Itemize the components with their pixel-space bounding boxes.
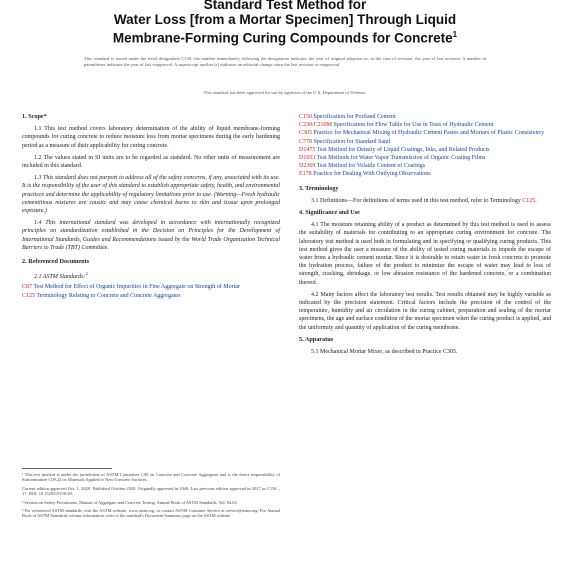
reference-code[interactable]: C87 (22, 284, 33, 291)
footnote-1: ¹ This test method is under the jurisdiction of ASTM Committee C09 on Concrete and Concrete Aggregates and is the direct responsibility of Subcommittee C09.22 on Materials Applied to New Concrete Surfaces. (22, 472, 280, 483)
footnotes (22, 472, 280, 522)
reference-code[interactable]: E178 (299, 171, 312, 178)
reference-code[interactable]: D1475 (299, 146, 316, 153)
title-line-3-text: Membrane-Forming Curing Compounds for Concrete (112, 30, 453, 46)
section-scope-heading: 1. Scope* (22, 113, 47, 120)
title-footnote-mark: 1 (452, 30, 458, 39)
title-line-2: Water Loss [from a Mortar Specimen] Through Liquid (113, 12, 457, 27)
definitions-end: . (535, 197, 537, 204)
reference-code[interactable]: C305 (299, 130, 313, 137)
section-terminology-heading: 3. Terminology (299, 184, 339, 192)
reference-item-c778[interactable] (299, 138, 551, 146)
reference-title[interactable]: Practice for Mechanical Mixing of Hydraulic Cement Pastes and Mortars of Plastic Consistency (313, 130, 545, 137)
reference-code[interactable]: C150 (299, 114, 313, 120)
paragraph-3-1 (299, 197, 551, 205)
reference-item-c305[interactable] (299, 129, 551, 137)
reference-title[interactable]: Test Method for Volatile Content of Coatings (316, 163, 426, 170)
section-apparatus-heading: 5. Apparatus (299, 335, 334, 343)
reference-code[interactable]: C230/C230M (299, 122, 333, 129)
paragraph-1-2: 1.2 The values stated in SI units are to be regarded as standard. No other units of measurement are included in this standard. (22, 154, 280, 170)
definitions-text: 3.1 Definitions—For definitions of terms used in this test method, refer to Terminology (311, 197, 523, 204)
reference-item-d2369[interactable] (299, 162, 551, 170)
footnote-edition: Current edition approved Oct. 1, 2020. Published October 2020. Originally approved in 1940. Last previous edition approved in 2017 as C156 – 17. DOI: 10.1520/C0156-20. (22, 485, 280, 497)
reference-title[interactable]: Terminology Relating to Concrete and Concrete Aggregates (36, 292, 181, 299)
reference-title[interactable]: Test Method for Effect of Organic Impurities in Fine Aggregate on Strength of Mortar (33, 284, 240, 291)
section-significance-heading: 4. Significance and Use (299, 209, 360, 217)
reference-title[interactable]: Test Methods for Water Vapor Transmission of Organic Coating Films (316, 155, 486, 162)
reference-item-d1653[interactable] (299, 154, 551, 162)
footnote-divider (22, 468, 112, 469)
astm-standards-footnote-mark: 2 (85, 271, 88, 277)
reference-item-c230[interactable] (299, 121, 551, 129)
reference-title[interactable]: Specification for Standard Sand (313, 138, 390, 145)
reference-code[interactable]: C778 (299, 138, 313, 145)
paragraph-1-1: 1.1 This test method covers laboratory determination of the ability of liquid membrane-forming compounds for curing concrete to reduce moisture loss from mortar specimens during the early hardening period as a measure of their applicability for curing concrete. (22, 126, 280, 149)
paragraph-5-1: 5.1 Mechanical Mortar Mixer, as described in Practice C305. (311, 349, 458, 356)
reference-item-c150[interactable] (299, 113, 551, 121)
reference-title[interactable]: Test Method for Density of Liquid Coatings, Inks, and Related Products (316, 146, 490, 153)
paragraph-4-1: 4.1 The moisture retaining ability of a product as determined by this test method is used to assess the suitability of materials for contributing to an appropriate curing environment for concrete. The laboratory test method is used both in formulating and in specifying or qualifying curing products. This test method gives the user a measure of the ability of tested curing materials to impede the escape of water from a hydraulic cement mortar. Since it is desirable to retain water in fresh concrete to promote the hydration process, failure of the product to minimize the escape of water may lead to loss of strength, cracking, shrinkage, or low abrasion resistance of the hardened concrete, or a combination thereof. (299, 222, 551, 286)
reference-title[interactable]: Practice for Dealing With Outlying Observations (313, 171, 431, 178)
terminology-link[interactable]: C125 (522, 197, 536, 204)
reference-code[interactable]: D2369 (299, 163, 316, 170)
paragraph-1-3: 1.3 This standard does not purport to address all of the safety concerns, if any, associated with its use. It is the responsibility of the user of this standard to establish appropriate safety, health, and environmental practices and determine the applicability of regulatory limitations prior to use. (Warning—Fresh hydraulic cementitious mixtures are caustic and may cause chemical burns to skin and tissue upon prolonged exposure.) (22, 175, 280, 215)
reference-code[interactable]: C125 (22, 292, 36, 299)
reference-item-c125[interactable] (22, 292, 280, 300)
dod-notice: This standard has been approved for use by agencies of the U.S. Department of Defense. (203, 90, 367, 95)
left-column (22, 113, 280, 300)
astm-standards-label (34, 270, 280, 281)
paragraph-4-2: 4.2 Many factors affect the laboratory test results. Test results obtained may be highly variable as indicated by the precision statement. Critical factors include the precision of the control of the temperature, humidity and air circulation in the curing cabinet, preparation and sealing of the mortar specimens, the age and surface condition of the mortar specimen when the curing product is applied, and the uniformity and quantity of application of the curing membrane. (299, 291, 551, 331)
designation-notice: This standard is issued under the fixed designation C156; the number immediately following the designation indicates the year of original adoption or, in the case of revision, the year of last revision. A number in parentheses indicates the year of last reapproval. A superscript epsilon (ε) indicates an editorial change since the last revision or reapproval. (84, 56, 486, 67)
reference-title[interactable]: Specification for Flow Table for Use in Tests of Hydraulic Cement (333, 122, 494, 129)
section-referenced-documents-heading: 2. Referenced Documents (22, 258, 90, 266)
reference-item-e178[interactable] (299, 170, 551, 178)
reference-title[interactable]: Specification for Portland Cement (313, 114, 396, 120)
footnote-3: ³ For referenced ASTM standards, visit the ASTM website, www.astm.org, or contact ASTM Customer Service at service@astm.org. For Annual Book of ASTM Standards volume information, refer to the standard's Document Summary page on the ASTM website. (22, 508, 280, 519)
footnote-2: ² Section on Safety Precautions, Manual of Aggregate and Concrete Testing, Annual Book of ASTM Standards, Vol. 04.02. (22, 499, 238, 505)
title-line-1: Standard Test Method for (203, 0, 367, 12)
paragraph-1-4: 1.4 This international standard was developed in accordance with internationally recognized principles on standardization established in the Decision on Principles for the Development of International Standards, Guides and Recommendations issued by the World Trade Organization Technical Barriers to Trade (TBT) Committee. (22, 220, 280, 251)
reference-item-c87[interactable] (22, 283, 280, 291)
title-line-3 (0, 27, 570, 46)
right-column (299, 113, 551, 360)
reference-item-d1475[interactable] (299, 146, 551, 154)
reference-code[interactable]: D1653 (299, 155, 316, 162)
astm-standards-text: 2.1 ASTM Standards: (34, 274, 86, 281)
document-title (0, 0, 570, 46)
